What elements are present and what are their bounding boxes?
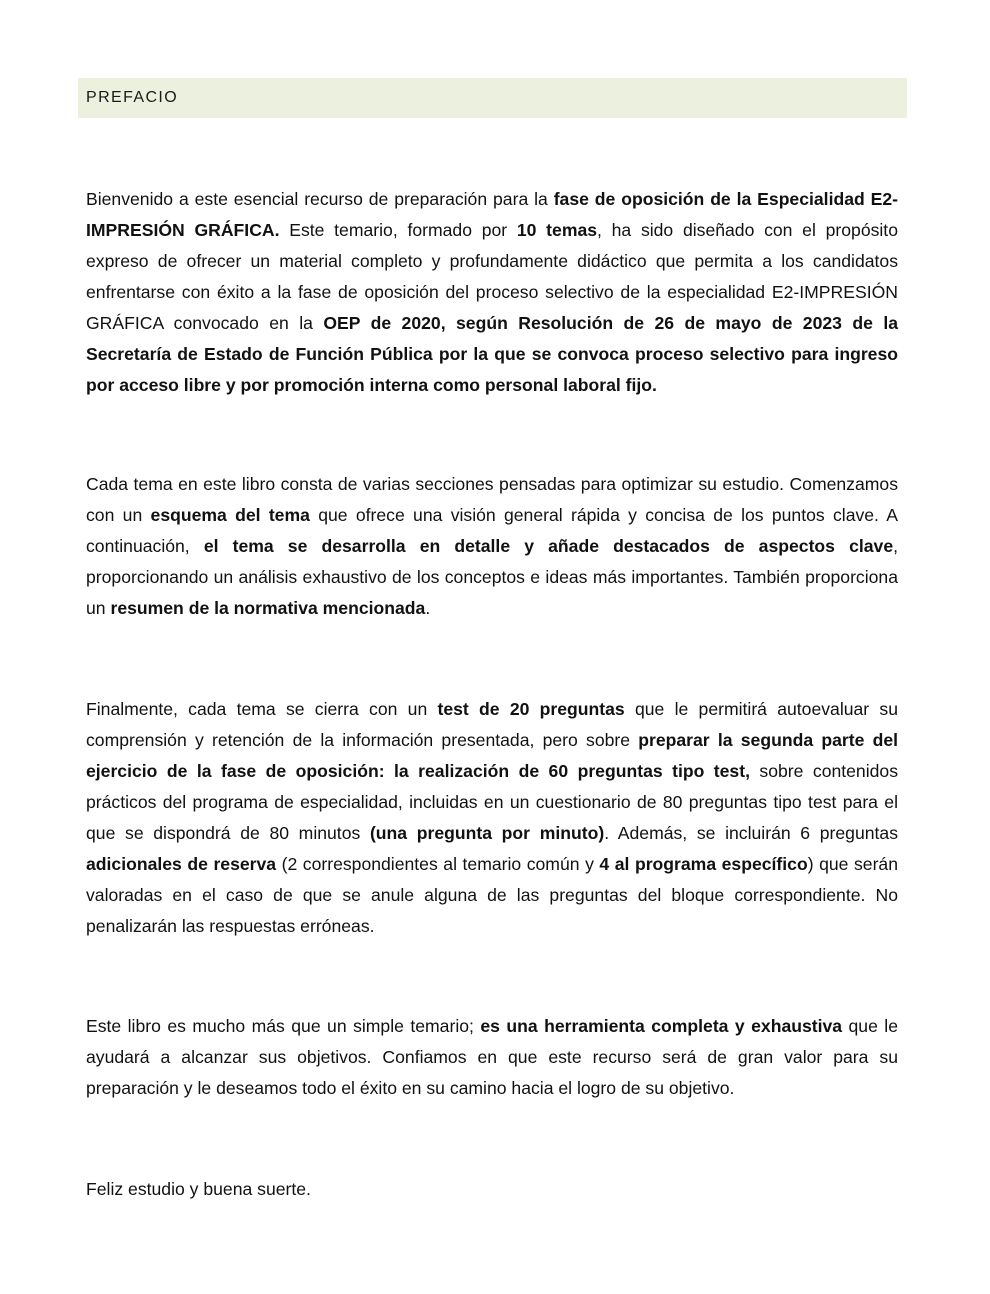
bold-text: (una pregunta por minuto) xyxy=(369,823,605,843)
section-title: PREFACIO xyxy=(86,89,179,106)
text-run: . Además, se incluirán 6 preguntas xyxy=(604,823,898,843)
bold-text: el tema se desarrolla en detalle y añade destacados de aspectos clave xyxy=(203,536,894,556)
paragraph-intro xyxy=(86,184,898,401)
text-run: Feliz estudio y buena suerte. xyxy=(86,1179,311,1199)
paragraph-tool xyxy=(86,1011,898,1104)
bold-text: 4 al programa específico xyxy=(599,854,808,874)
bold-text: OEP de 2020, según Resolución de 26 de mayo de 2023 de la Secretaría de Estado de Función Pública por la que se convoca proceso selectivo para ingreso por acceso libre y por promoción interna como personal laboral fijo. xyxy=(86,313,898,395)
paragraph-test xyxy=(86,694,898,942)
text-run: Finalmente, cada tema se cierra con un xyxy=(86,699,438,719)
text-run: . xyxy=(425,598,431,618)
bold-text: resumen de la normativa mencionada xyxy=(110,598,426,618)
paragraph-closing xyxy=(86,1174,898,1205)
text-run: Cada tema en este libro consta de varias secciones pensadas para optimizar su estudio. Comenzamos con un xyxy=(86,474,898,525)
text-run: Bienvenido a este esencial recurso de preparación para la xyxy=(86,189,554,209)
section-header xyxy=(78,78,907,118)
bold-text: es una herramienta completa y exhaustiva xyxy=(480,1016,843,1036)
bold-text: adicionales de reserva xyxy=(86,854,277,874)
text-run: que ofrece una visión general rápida y concisa de los puntos clave. A continuación, xyxy=(86,505,899,556)
text-run: , proporcionando un análisis exhaustivo de los conceptos e ideas más importantes. También proporciona un xyxy=(86,536,898,618)
bold-text: test de 20 preguntas xyxy=(437,699,625,719)
text-run: que le permitirá autoevaluar su comprensión y retención de la información presentada, pero sobre xyxy=(86,699,899,750)
text-run: , ha sido diseñado con el propósito expreso de ofrecer un material completo y profundamente didáctico que permita a los candidatos enfrentarse con éxito a la fase de oposición del proceso selectivo de la especialidad E2-IMPRESIÓN GRÁFICA convocado en la xyxy=(86,220,898,333)
bold-text: esquema del tema xyxy=(150,505,310,525)
paragraph-structure xyxy=(86,469,898,624)
text-run: sobre contenidos prácticos del programa de especialidad, incluidas en un cuestionario de 80 preguntas tipo test para el que se dispondrá de 80 minutos xyxy=(86,761,898,843)
text-run: ) que serán valoradas en el caso de que se anule alguna de las preguntas del bloque correspondiente. No penalizarán las respuestas erróneas. xyxy=(86,854,899,936)
text-run: que le ayudará a alcanzar sus objetivos. Confiamos en que este recurso será de gran valor para su preparación y le deseamos todo el éxito en su camino hacia el logro de su objetivo. xyxy=(86,1016,899,1098)
bold-text: preparar la segunda parte del ejercicio de la fase de oposición: la realización de 60 preguntas tipo test, xyxy=(86,730,899,781)
preface-body xyxy=(86,184,898,1205)
bold-text: fase de oposición de la Especialidad E2-IMPRESIÓN GRÁFICA. xyxy=(86,189,898,240)
text-run: Este libro es mucho más que un simple temario; xyxy=(86,1016,481,1036)
text-run: (2 correspondientes al temario común y xyxy=(276,854,600,874)
text-run: Este temario, formado por xyxy=(279,220,517,240)
bold-text: 10 temas xyxy=(516,220,598,240)
